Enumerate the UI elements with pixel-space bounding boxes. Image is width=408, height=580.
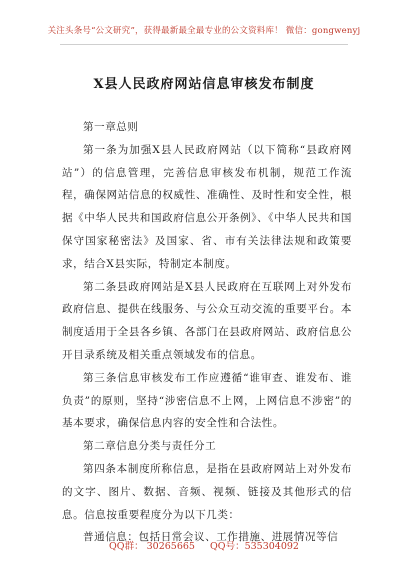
body-paragraph: 第一条为加强X县人民政府网站（以下简称“县政府网站”）的信息管理，完善信息审核发布机制，规范工作流程，确保网站信息的权威性、准确性、及时性和安全性，根据《中华人民共和国政府信息公开条例》、《中华人民共和国保守国家秘密法》及国家、省、市有关法律法规和政策要求，结合X县实际，特制定本制度。 (62, 143, 352, 270)
chapter-heading: 第二章信息分类与责任分工 (83, 440, 217, 453)
footer-qq-number: QQ号：535304092 (210, 541, 299, 552)
header-divider (60, 44, 348, 45)
body-paragraph: 第二条县政府网站是X县人民政府在互联网上对外发布政府信息、提供在线服务、与公众互动交流的重要平台。本制度适用于全县各乡镇、各部门在县政府网站、政府信息公开目录系统及相关重点领域发布的信息。 (62, 280, 352, 361)
body-paragraph: 第四条本制度所称信息，是指在县政府网站上对外发布的文字、图片、数据、音频、视频、链接及其他形式的信息。信息按重要程度分为以下几类： (62, 462, 352, 521)
header-promo-note: 关注头条号“公文研究”，获得最新最全最专业的公文资料库！ 微信：gongwenyj (47, 26, 361, 36)
body-paragraph: 普通信息：包括日常会议、工作措施、进展情况等信 (83, 531, 339, 544)
body-paragraph: 第三条信息审核发布工作应遵循“谁审查、谁发布、谁负责”的原则，坚持“涉密信息不上网，上网信息不涉密”的基本要求，确保信息内容的安全性和合法性。 (62, 371, 352, 430)
footer-contact (0, 538, 408, 552)
document-body (62, 116, 352, 549)
document-title: X县人民政府网站信息审核发布制度 (93, 77, 315, 92)
footer-qq-group: QQ群： 30265665 (109, 541, 195, 552)
chapter-heading: 第一章总则 (83, 121, 139, 133)
